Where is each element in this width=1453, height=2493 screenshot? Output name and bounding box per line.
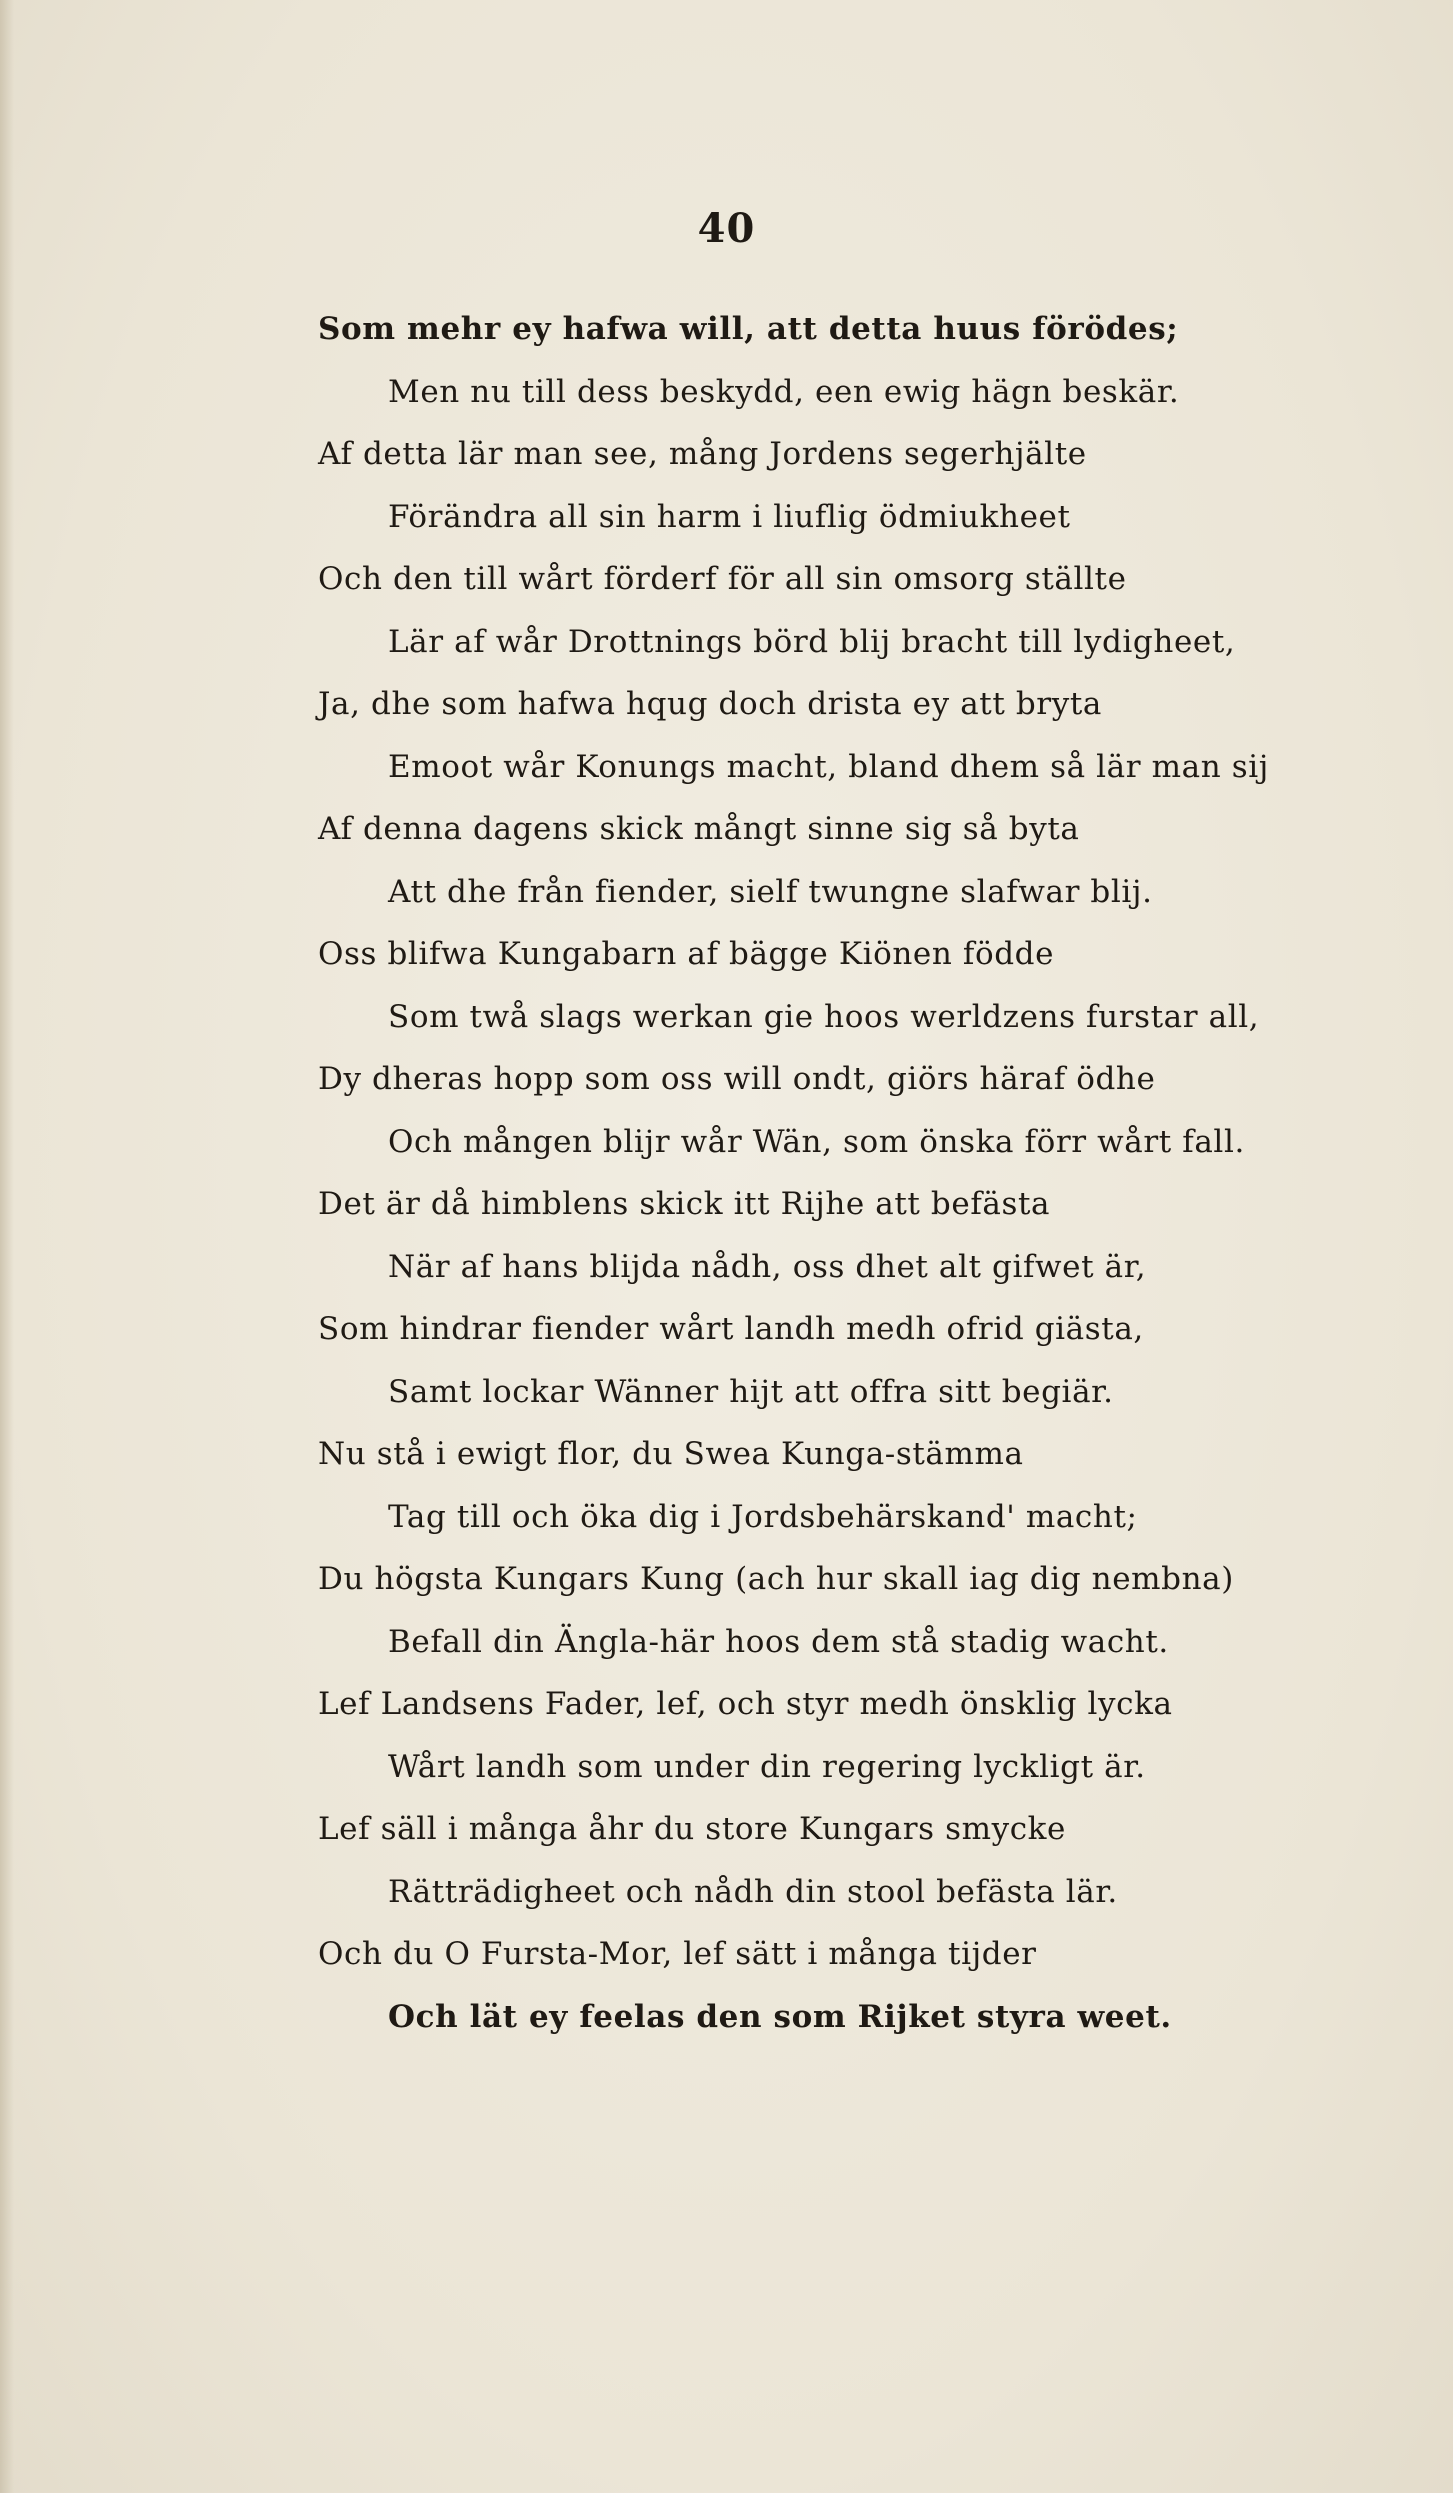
verse-line: Som twå slags werkan gie hoos werldzens furstar all, [388, 998, 1260, 1035]
verse-line: Tag till och öka dig i Jordsbehärskand' macht; [388, 1498, 1138, 1535]
verse-line: Af detta lär man see, mång Jordens segerhjälte [318, 436, 1087, 472]
verse-line: Att dhe från fiender, sielf twungne slafwar blij. [388, 873, 1153, 910]
verse-line: Och lät ey feelas den som Rijket styra weet. [388, 1998, 1172, 2035]
verse-line: Lef säll i många åhr du store Kungars smycke [318, 1811, 1066, 1847]
verse-line: Lef Landsens Fader, lef, och styr medh önsklig lycka [318, 1686, 1173, 1722]
verse-line: Dy dheras hopp som oss will ondt, giörs häraf ödhe [318, 1061, 1156, 1097]
verse-line: Lär af wår Drottnings börd blij bracht till lydigheet, [388, 623, 1236, 660]
verse-line: Det är då himblens skick itt Rijhe att befästa [318, 1186, 1051, 1222]
poem-text [0, 298, 1453, 2048]
verse-line: Men nu till dess beskydd, een ewig hägn beskär. [388, 373, 1180, 410]
verse-line: När af hans blijda nådh, oss dhet alt gifwet är, [388, 1248, 1147, 1285]
verse-line: Oss blifwa Kungabarn af bägge Kiönen födde [318, 936, 1055, 972]
verse-line: Och du O Fursta-Mor, lef sätt i många tijder [318, 1936, 1037, 1972]
verse-line: Emoot wår Konungs macht, bland dhem så lär man sij [388, 748, 1269, 785]
page-number: 40 [697, 205, 756, 252]
verse-line: Som hindrar fiender wårt landh medh ofrid giästa, [318, 1311, 1144, 1347]
verse-line: Nu stå i ewigt flor, du Swea Kunga-stämma [318, 1436, 1024, 1472]
verse-line: Förändra all sin harm i liuflig ödmiukheet [388, 498, 1071, 535]
verse-line: Ja, dhe som hafwa hqug doch drista ey att bryta [318, 686, 1102, 722]
verse-line: Samt lockar Wänner hijt att offra sitt begiär. [388, 1373, 1114, 1410]
verse-line: Af denna dagens skick mångt sinne sig så byta [318, 811, 1080, 847]
verse-line: Rätträdigheet och nådh din stool befästa lär. [388, 1873, 1118, 1910]
verse-line: Befall din Ängla-här hoos dem stå stadig wacht. [388, 1623, 1169, 1660]
verse-line: Och den till wårt förderf för all sin omsorg ställte [318, 561, 1127, 597]
verse-line: Wårt landh som under din regering lyckligt är. [388, 1748, 1146, 1785]
verse-line: Och mången blijr wår Wän, som önska förr wårt fall. [388, 1123, 1245, 1160]
verse-line: Du högsta Kungars Kung (ach hur skall iag dig nembna) [318, 1561, 1234, 1597]
verse-line: Som mehr ey hafwa will, att detta huus förödes; [318, 311, 1179, 347]
